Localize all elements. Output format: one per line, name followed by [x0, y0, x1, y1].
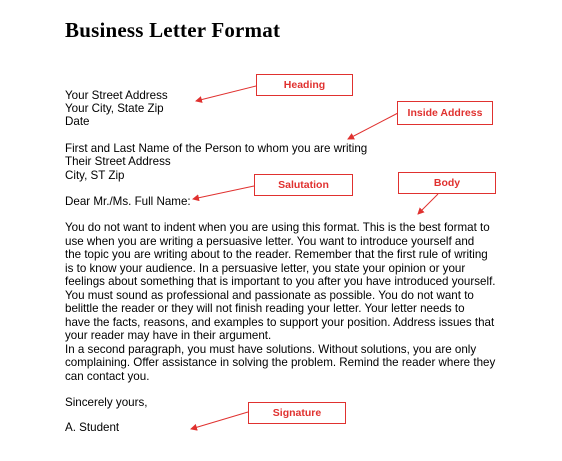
sender-city: Your City, State Zip [65, 102, 164, 115]
body-line: You must sound as professional and passionate as possible. You do not want to [65, 289, 474, 302]
closing-text: Sincerely yours, [65, 396, 148, 409]
sender-street: Your Street Address [65, 89, 168, 102]
signature-callout: Signature [248, 402, 346, 424]
body-line: have the facts, reasons, and examples to support your position. Address issues that [65, 316, 495, 329]
signature-name: A. Student [65, 421, 120, 434]
inside-address-arrow [348, 113, 398, 139]
body-line: feelings about something that is important to you after you have introduced yourself. [65, 275, 496, 288]
body-line: use when you are writing a persuasive letter. You want to introduce yourself and [65, 235, 475, 248]
salutation-text: Dear Mr./Ms. Full Name: [65, 195, 191, 208]
body-line: complaining. Offer assistance in solving the problem. Remind the reader where they [65, 356, 496, 369]
body-arrow [418, 194, 438, 214]
body-line: belittle the reader or they will not finish reading your letter. Your letter needs to [65, 302, 465, 315]
inside-address-callout: Inside Address [397, 101, 493, 125]
body-line: can contact you. [65, 370, 150, 383]
body-line: the topic you are writing about to the reader. Remember that the first rule of writing [65, 248, 488, 261]
heading-arrow [196, 86, 256, 101]
body-callout: Body [398, 172, 496, 194]
signature-arrow [191, 412, 248, 429]
body-line: In a second paragraph, you must have solutions. Without solutions, you are only [65, 343, 477, 356]
salutation-arrow [193, 186, 254, 199]
recipient-name: First and Last Name of the Person to whom you are writing [65, 142, 368, 155]
letter-date: Date [65, 115, 90, 128]
body-line: You do not want to indent when you are using this format. This is the best format to [65, 221, 490, 234]
salutation-callout: Salutation [254, 174, 353, 196]
body-line: is to know your audience. In a persuasive letter, you state your opinion or your [65, 262, 466, 275]
body-line: your reader may have in their argument. [65, 329, 272, 342]
recipient-city: City, ST Zip [65, 169, 125, 182]
heading-callout: Heading [256, 74, 353, 96]
document-title: Business Letter Format [65, 18, 281, 42]
recipient-street: Their Street Address [65, 155, 171, 168]
